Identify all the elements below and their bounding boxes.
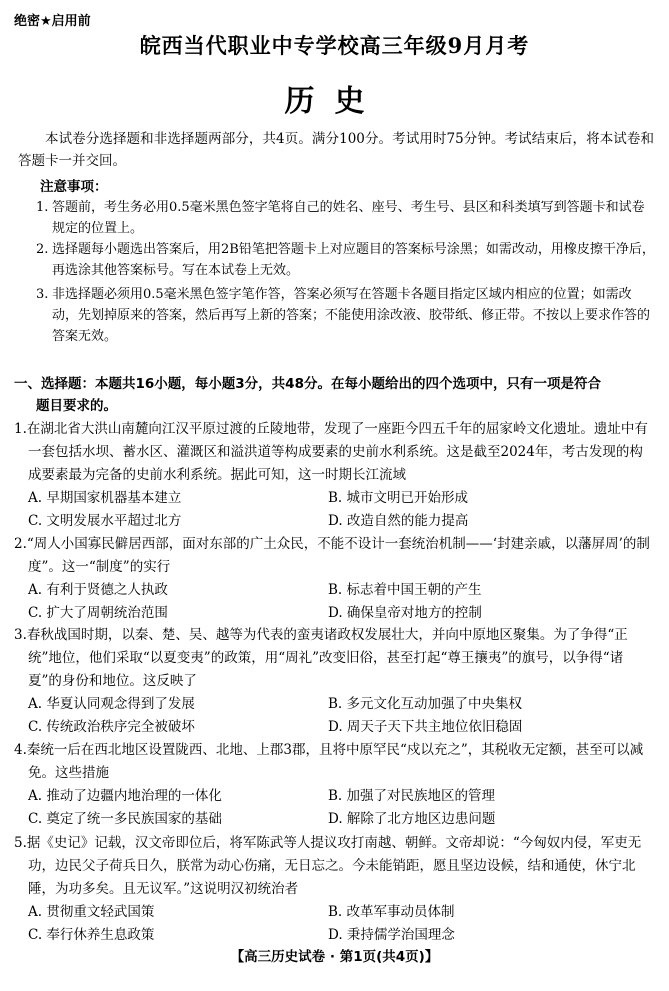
- option-b: B. 多元文化互动加强了中央集权: [328, 696, 523, 712]
- option-d: D. 解除了北方地区边患问题: [328, 811, 496, 827]
- option-c: C. 奠定了统一多民族国家的基础: [28, 811, 222, 827]
- notice-item-number: 3.: [36, 287, 49, 302]
- section-heading: [14, 373, 656, 417]
- notice-item: [36, 197, 656, 239]
- notice-item: [36, 239, 656, 281]
- notice-title: 注意事项：: [40, 179, 108, 195]
- question-stem: 1.在湖北省大洪山南麓向江汉平原过渡的丘陵地带，发现了一座距今四五千年的屈家岭文化遗址。遗址中有一套包括水坝、蓄水区、灌溉区和溢洪道等构成要素的史前水利系统。这是截至2024年，考古发现的构成要素最为完备的史前水利系统。据此可知，这一时期长江流域: [14, 421, 648, 483]
- question-stem: 5.据《史记》记载，汉文帝即位后，将军陈武等人提议攻打南越、朝鲜。文帝却说：“今匈奴内侵，军吏无功，边民父子荷兵日久，朕常为动心伤痛，无日忘之。今未能销距，愿且坚边设候，结和通使，休宁北陲，为功多矣。且无议军。”这说明汉初统治者: [14, 835, 642, 897]
- question-stem: 2.“周人小国寡民僻居西部，面对东部的广土众民，不能不设计一套统治机制——‘封建亲戚，以藩屏周’的制度”。这一“制度”的实行: [14, 536, 650, 575]
- option-d: D. 确保皇帝对地方的控制: [328, 605, 482, 621]
- notice-item-text: 非选择题必须用0.5毫米黑色签字笔作答，答案必须写在答题卡各题目指定区域内相应的位置；如需改动，先划掉原来的答案，然后再写上新的答案；不能使用涂改液、胶带纸、修正带。不按以上要求作答的答案无效。: [52, 287, 651, 344]
- exam-title: 皖西当代职业中专学校高三年级9月月考: [139, 33, 530, 58]
- question-stem: 4.秦统一后在西北地区设置陇西、北地、上郡3郡，且将中原罕民“戍以充之”，其税收无定额，甚至可以减免。这些措施: [14, 742, 644, 781]
- notice-item: [36, 284, 656, 347]
- question-stem: 3.春秋战国时期，以秦、楚、吴、越等为代表的蛮夷诸政权发展壮大，并向中原地区聚集。为了争得“正统”地位，他们采取“以夏变夷”的政策，用“周礼”改变旧俗，甚至打起“尊王攘夷”的旗号，以争得“诸夏”的身份和地位。这反映了: [14, 627, 628, 689]
- option-b: B. 改革军事动员体制: [328, 904, 455, 920]
- option-a: A. 华夏认同观念得到了发展: [28, 696, 195, 712]
- subject-title: 历史: [284, 84, 385, 119]
- option-a: A. 推动了边疆内地治理的一体化: [28, 788, 222, 804]
- option-c: C. 奉行休养生息政策: [28, 927, 155, 943]
- intro-paragraph: 本试卷分选择题和非选择题两部分，共4页。满分100分。考试用时75分钟。考试结束后，将本试卷和答题卡一并交回。: [18, 131, 654, 169]
- option-c: C. 扩大了周朝统治范围: [28, 605, 168, 621]
- question-options: [14, 785, 656, 831]
- notice-item-number: 2.: [36, 242, 49, 257]
- option-d: D. 改造自然的能力提高: [328, 513, 469, 529]
- question-4: [14, 739, 656, 831]
- option-b: B. 城市文明已开始形成: [328, 490, 469, 506]
- page-footer: 【高三历史试卷 · 第1页(共4页)】: [230, 949, 439, 965]
- option-b: B. 加强了对民族地区的管理: [328, 788, 496, 804]
- question-options: [14, 901, 656, 947]
- option-a: A. 有利于贤德之人执政: [28, 582, 168, 598]
- section-heading-line1: 一、选择题：本题共16小题，每小题3分，共48分。在每小题给出的四个选项中，只有一项是符合: [14, 376, 601, 392]
- option-c: C. 文明发展水平超过北方: [28, 513, 182, 529]
- option-d: D. 秉持儒学治国理念: [328, 927, 455, 943]
- notice-item-text: 答题前，考生务必用0.5毫米黑色签字笔将自己的姓名、座号、考生号、县区和科类填写到答题卡和试卷规定的位置上。: [52, 200, 645, 236]
- question-options: [14, 579, 656, 625]
- option-c: C. 传统政治秩序完全被破坏: [28, 719, 195, 735]
- question-options: [14, 487, 656, 533]
- question-options: [14, 693, 656, 739]
- question-2: [14, 533, 656, 625]
- question-3: [14, 624, 656, 739]
- confidential-label: 绝密★启用前: [14, 14, 91, 29]
- option-a: A. 早期国家机器基本建立: [28, 490, 182, 506]
- question-5: [14, 832, 656, 947]
- notice-item-text: 选择题每小题选出答案后，用2B铅笔把答题卡上对应题目的答案标号涂黑；如需改动，用橡皮擦干净后，再选涂其他答案标号。写在本试卷上无效。: [52, 242, 655, 278]
- question-1: [14, 418, 656, 533]
- section-heading-line2: 题目要求的。: [36, 398, 117, 414]
- option-b: B. 标志着中国王朝的产生: [328, 582, 482, 598]
- option-a: A. 贯彻重文轻武国策: [28, 904, 155, 920]
- notice-item-number: 1.: [36, 200, 49, 215]
- option-d: D. 周天子天下共主地位依旧稳固: [328, 719, 523, 735]
